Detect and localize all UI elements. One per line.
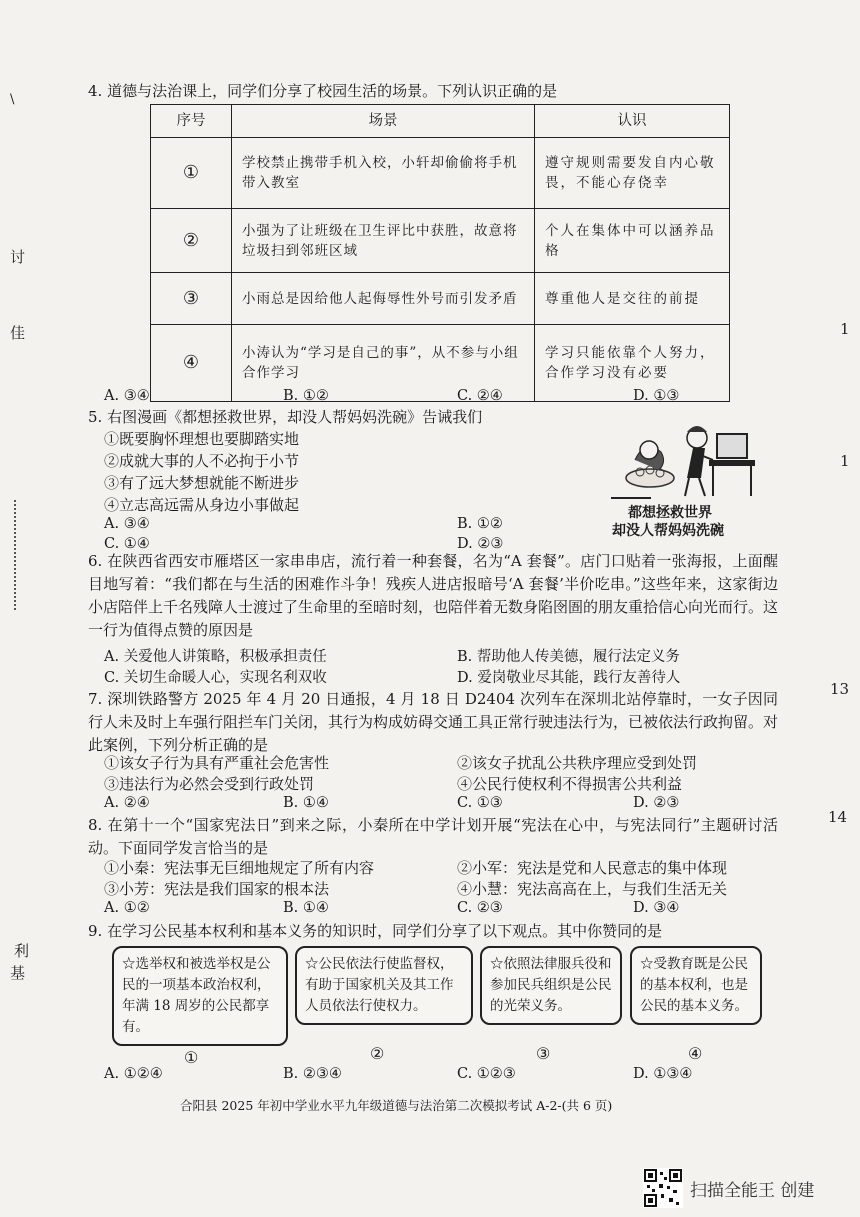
q8-stem: 8. 在第十一个“国家宪法日”到来之际，小秦所在中学计划开展“宪法在心中，与宪法同行”主题研讨活动。下面同学发言恰当的是 [88, 816, 778, 857]
row-no: ③ [151, 273, 232, 325]
q7-stem: 7. 深圳铁路警方 2025 年 4 月 20 日通报，4 月 18 日 D2404 次列车在深圳北站停靠时，一女子因同行人未及时上车强行阻拦车门关闭，其行为构成妨碍交通工具正常行驶违法行为，已被依法行政拘留。对此案例，下列分析正确的是 [88, 690, 779, 754]
margin-fragment: 讨 [10, 248, 26, 266]
row-no: ② [151, 209, 232, 273]
q6-stem: 6. 在陕西省西安市雁塔区一家串串店，流行着一种套餐，名为“A 套餐”。店门口贴着一张海报，上面醒目地写着：“我们都在与生活的困难作斗争！残疾人进店报暗号‘A 套餐’半价吃串。”这些年来，这家街边小店陪伴上千名残障人士渡过了生命里的至暗时刻，也陪伴着无数身陷囹圄的朋友重拾信心向光而行。这一行为值得点赞的原因是 [88, 552, 779, 639]
q5-option-b[interactable]: B. ①② [457, 516, 503, 532]
margin-number: 14 [828, 808, 848, 826]
q9-option-d[interactable]: D. ①③④ [633, 1066, 693, 1082]
q5-stem: 5. 右图漫画《都想拯救世界，却没人帮妈妈洗碗》告诫我们 [88, 408, 483, 426]
binding-dotted-line [14, 500, 18, 610]
table-header-row [151, 105, 730, 138]
q4-option-a[interactable]: A. ③④ [104, 388, 150, 404]
q7-option-c[interactable]: C. ①③ [457, 795, 503, 811]
cartoon-caption-line2: 却没人帮妈妈洗碗 [612, 523, 724, 539]
q7-option-b[interactable]: B. ①④ [283, 795, 329, 811]
row-cognition: 遵守规则需要发自内心敬畏，不能心存侥幸 [535, 138, 730, 209]
q7-item: ②该女子扰乱公共秩序理应受到处罚 [457, 754, 698, 772]
q9-option-a[interactable]: A. ①②④ [104, 1066, 163, 1082]
margin-number: 1 [840, 452, 850, 470]
q6-option-a[interactable]: A. 关爱他人讲策略，积极承担责任 [104, 649, 327, 665]
q8-item: ①小秦：宪法事无巨细地规定了所有内容 [104, 859, 375, 877]
q9-view-box-3: ☆依照法律服兵役和参加民兵组织是公民的光荣义务。 [480, 946, 622, 1025]
q5-item: ①既要胸怀理想也要脚踏实地 [104, 430, 300, 448]
q6-option-d[interactable]: D. 爱岗敬业尽其能，践行友善待人 [457, 670, 681, 686]
q9-box-number: ① [184, 1048, 199, 1067]
q7-option-a[interactable]: A. ②④ [104, 795, 150, 811]
q4-option-d[interactable]: D. ①③ [633, 388, 680, 404]
qr-code-icon [643, 1168, 683, 1208]
q4-stem: 4. 道德与法治课上，同学们分享了校园生活的场景。下列认识正确的是 [88, 82, 558, 100]
q9-option-c[interactable]: C. ①②③ [457, 1066, 516, 1082]
row-no: ① [151, 138, 232, 209]
q7-item: ③违法行为必然会受到行政处罚 [104, 775, 315, 793]
q5-item: ③有了远大梦想就能不断进步 [104, 474, 300, 492]
q7-item: ①该女子行为具有严重社会危害性 [104, 754, 330, 772]
table-row [151, 138, 730, 209]
header-scene: 场景 [232, 105, 535, 138]
row-cognition: 尊重他人是交往的前提 [535, 273, 730, 325]
q8-option-c[interactable]: C. ②③ [457, 900, 503, 916]
q8-option-b[interactable]: B. ①④ [283, 900, 329, 916]
margin-number: 13 [830, 680, 850, 698]
q7-option-d[interactable]: D. ②③ [633, 795, 680, 811]
header-no: 序号 [151, 105, 232, 138]
row-scene: 小雨总是因给他人起侮辱性外号而引发矛盾 [232, 273, 535, 325]
margin-fragment: 基 [10, 964, 26, 982]
scanner-watermark: 扫描全能王 创建 [690, 1181, 815, 1201]
q9-box-number: ④ [688, 1044, 703, 1063]
q8-item: ③小芳：宪法是我们国家的根本法 [104, 880, 330, 898]
q4-scene-table [150, 104, 730, 402]
q9-view-box-1: ☆选举权和被选举权是公民的一项基本政治权利，年满 18 周岁的公民都享有。 [112, 946, 288, 1046]
row-cognition: 学习只能依靠个人努力，合作学习没有必要 [535, 325, 730, 402]
row-cognition: 个人在集体中可以涵养品格 [535, 209, 730, 273]
margin-fragment: 佳 [10, 324, 26, 342]
q5-item: ④立志高远需从身边小事做起 [104, 496, 300, 514]
q8-option-a[interactable]: A. ①② [104, 900, 150, 916]
row-scene: 学校禁止携带手机入校，小轩却偷偷将手机带入教室 [232, 138, 535, 209]
cartoon-illustration [605, 420, 765, 502]
header-cognition: 认识 [535, 105, 730, 138]
q9-box-number: ③ [536, 1044, 551, 1063]
row-no: ④ [151, 325, 232, 402]
q9-option-b[interactable]: B. ②③④ [283, 1066, 342, 1082]
q5-option-c[interactable]: C. ①④ [104, 536, 150, 552]
page-footer: 合阳县 2025 年初中学业水平九年级道德与法治第二次模拟考试 A-2-(共 6 页) [180, 1098, 613, 1113]
q9-view-box-2: ☆公民依法行使监督权，有助于国家机关及其工作人员依法行使权力。 [295, 946, 473, 1025]
q7-item: ④公民行使权利不得损害公共利益 [457, 775, 683, 793]
q5-option-d[interactable]: D. ②③ [457, 536, 504, 552]
row-scene: 小涛认为“学习是自己的事”，从不参与小组合作学习 [232, 325, 535, 402]
table-row [151, 209, 730, 273]
margin-number: 1 [840, 320, 850, 338]
q8-option-d[interactable]: D. ③④ [633, 900, 680, 916]
q4-option-b[interactable]: B. ①② [283, 388, 329, 404]
q8-item: ④小慧：宪法高高在上，与我们生活无关 [457, 880, 728, 898]
q6-option-c[interactable]: C. 关切生命暖人心，实现名利双收 [104, 670, 327, 686]
q4-option-c[interactable]: C. ②④ [457, 388, 503, 404]
q9-view-box-4: ☆受教育既是公民的基本权利，也是公民的基本义务。 [630, 946, 762, 1025]
q9-stem: 9. 在学习公民基本权利和基本义务的知识时，同学们分享了以下观点。其中你赞同的是 [88, 922, 663, 940]
q5-option-a[interactable]: A. ③④ [104, 516, 150, 532]
margin-fragment: 利 [14, 942, 30, 960]
q8-item: ②小军：宪法是党和人民意志的集中体现 [457, 859, 728, 877]
q9-box-number: ② [370, 1044, 385, 1063]
table-row [151, 273, 730, 325]
q5-item: ②成就大事的人不必拘于小节 [104, 452, 300, 470]
margin-mark: \ [10, 92, 15, 107]
q6-option-b[interactable]: B. 帮助他人传美德，履行法定义务 [457, 649, 680, 665]
row-scene: 小强为了让班级在卫生评比中获胜，故意将垃圾扫到邻班区域 [232, 209, 535, 273]
cartoon-caption-line1: 都想拯救世界 [628, 505, 712, 521]
